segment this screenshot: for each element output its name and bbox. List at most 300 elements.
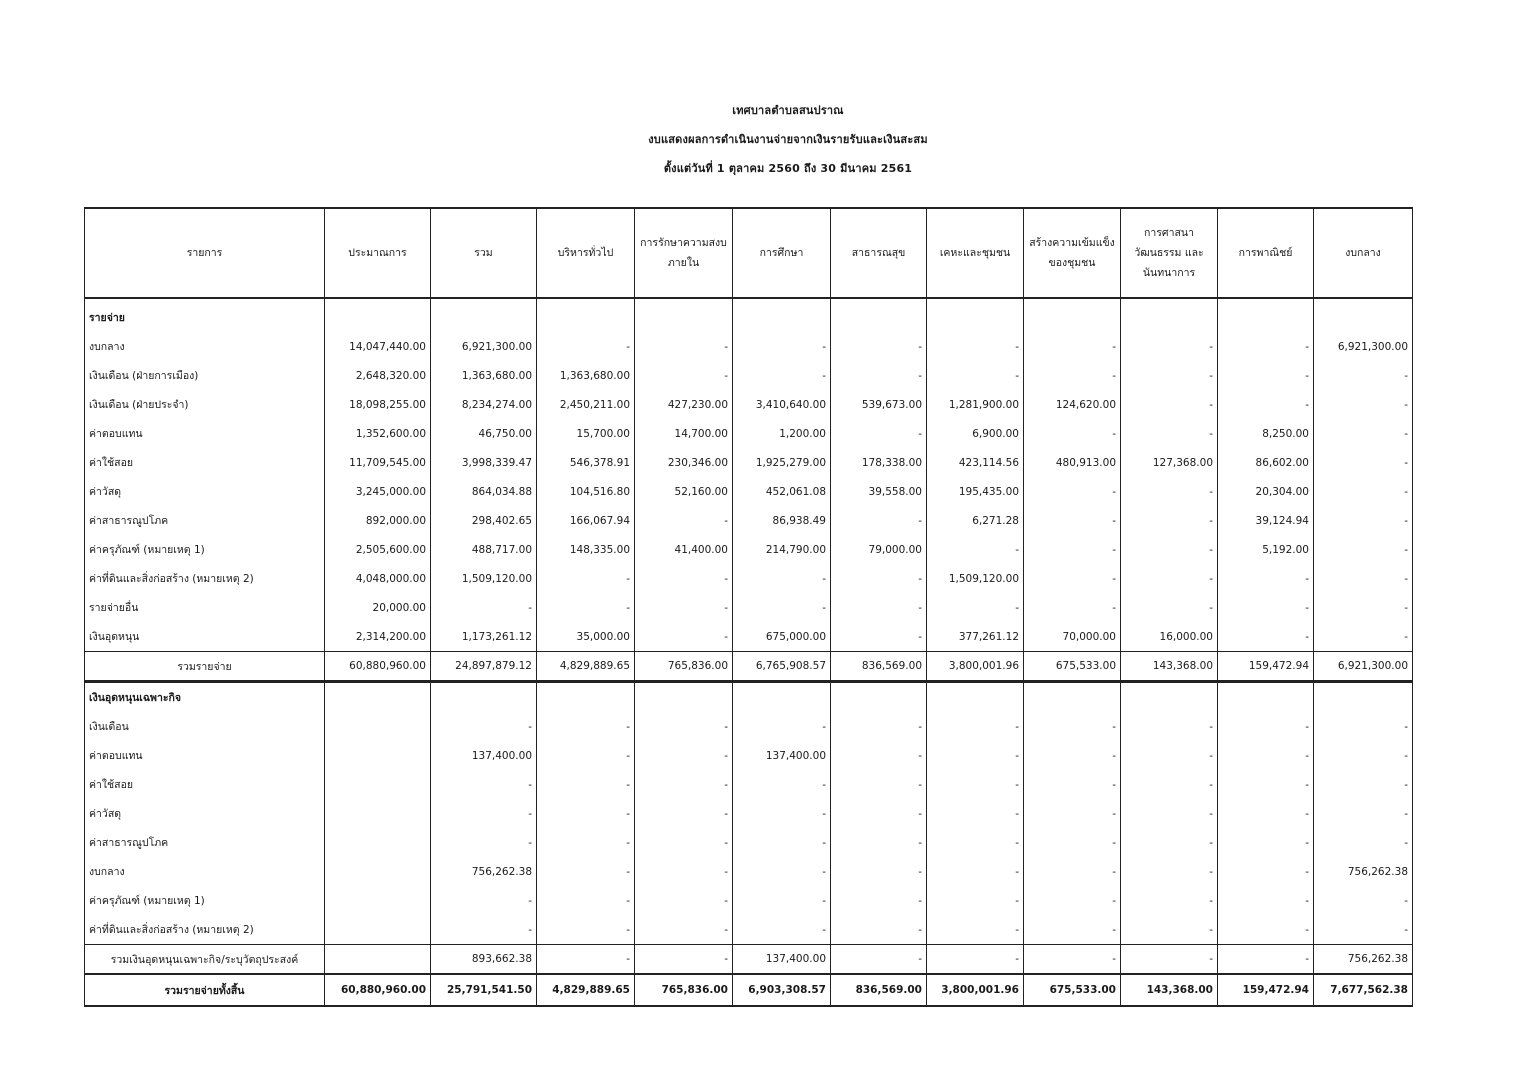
cell-value: 7,677,562.38 bbox=[1314, 974, 1413, 1006]
empty-cell bbox=[325, 298, 431, 332]
row-label: ค่าที่ดินและสิ่งก่อสร้าง (หมายเหตุ 2) bbox=[85, 564, 325, 593]
row-label: เงินเดือน (ฝ่ายประจำ) bbox=[85, 390, 325, 419]
cell-value: 8,234,274.00 bbox=[431, 390, 537, 419]
empty-cell bbox=[1024, 298, 1121, 332]
empty-cell bbox=[733, 682, 831, 713]
empty-cell bbox=[325, 682, 431, 713]
cell-value: - bbox=[537, 712, 635, 741]
cell-value: 675,533.00 bbox=[1024, 974, 1121, 1006]
cell-value: - bbox=[927, 828, 1024, 857]
cell-value: - bbox=[927, 799, 1024, 828]
cell-value: 1,363,680.00 bbox=[537, 361, 635, 390]
cell-value: - bbox=[537, 332, 635, 361]
cell-value: 423,114.56 bbox=[927, 448, 1024, 477]
table-row bbox=[85, 712, 1413, 741]
cell-value: 143,368.00 bbox=[1121, 974, 1218, 1006]
cell-value: - bbox=[831, 945, 927, 975]
cell-value: - bbox=[1024, 332, 1121, 361]
cell-value: - bbox=[1314, 799, 1413, 828]
cell-value: 1,173,261.12 bbox=[431, 622, 537, 652]
table-row bbox=[85, 448, 1413, 477]
cell-value: - bbox=[635, 622, 733, 652]
cell-value: - bbox=[537, 770, 635, 799]
cell-value: 756,262.38 bbox=[1314, 945, 1413, 975]
cell-value: - bbox=[733, 593, 831, 622]
subtotal-row bbox=[85, 945, 1413, 975]
cell-value: - bbox=[1121, 564, 1218, 593]
cell-value: - bbox=[635, 915, 733, 945]
row-label: รวมเงินอุดหนุนเฉพาะกิจ/ระบุวัตถุประสงค์ bbox=[85, 945, 325, 975]
cell-value: - bbox=[733, 770, 831, 799]
cell-value: 836,569.00 bbox=[831, 974, 927, 1006]
cell-value: 104,516.80 bbox=[537, 477, 635, 506]
column-header: สร้างความเข้มแข็งของชุมชน bbox=[1024, 208, 1121, 298]
cell-value bbox=[325, 712, 431, 741]
cell-value bbox=[325, 915, 431, 945]
cell-value: - bbox=[831, 741, 927, 770]
table-row bbox=[85, 390, 1413, 419]
cell-value: 765,836.00 bbox=[635, 974, 733, 1006]
table-row bbox=[85, 361, 1413, 390]
table-row bbox=[85, 915, 1413, 945]
cell-value: - bbox=[537, 945, 635, 975]
cell-value: - bbox=[1121, 741, 1218, 770]
cell-value bbox=[325, 741, 431, 770]
column-header: รวม bbox=[431, 208, 537, 298]
cell-value: - bbox=[537, 915, 635, 945]
empty-cell bbox=[1121, 682, 1218, 713]
cell-value: - bbox=[1121, 535, 1218, 564]
cell-value: 178,338.00 bbox=[831, 448, 927, 477]
cell-value: - bbox=[1218, 593, 1314, 622]
cell-value: - bbox=[1314, 886, 1413, 915]
cell-value: - bbox=[831, 419, 927, 448]
cell-value: - bbox=[1314, 741, 1413, 770]
cell-value: - bbox=[1121, 799, 1218, 828]
row-label: รวมรายจ่ายทั้งสิ้น bbox=[85, 974, 325, 1006]
cell-value: - bbox=[831, 361, 927, 390]
cell-value: - bbox=[1024, 828, 1121, 857]
cell-value: 41,400.00 bbox=[635, 535, 733, 564]
section-title-row bbox=[85, 682, 1413, 713]
empty-cell bbox=[635, 298, 733, 332]
column-header: การศาสนา วัฒนธรรม และนันทนาการ bbox=[1121, 208, 1218, 298]
cell-value: - bbox=[1121, 945, 1218, 975]
cell-value: - bbox=[1024, 506, 1121, 535]
row-label: ค่าตอบแทน bbox=[85, 741, 325, 770]
cell-value: 52,160.00 bbox=[635, 477, 733, 506]
cell-value bbox=[325, 799, 431, 828]
cell-value: 137,400.00 bbox=[431, 741, 537, 770]
cell-value: 14,047,440.00 bbox=[325, 332, 431, 361]
empty-cell bbox=[1024, 682, 1121, 713]
column-header: รายการ bbox=[85, 208, 325, 298]
cell-value: 488,717.00 bbox=[431, 535, 537, 564]
cell-value: - bbox=[831, 712, 927, 741]
subtotal-row bbox=[85, 652, 1413, 682]
column-header: สาธารณสุข bbox=[831, 208, 927, 298]
report-period: ตั้งแต่วันที่ 1 ตุลาคม 2560 ถึง 30 มีนาคม 2561 bbox=[663, 162, 913, 175]
cell-value: - bbox=[1024, 564, 1121, 593]
cell-value: 892,000.00 bbox=[325, 506, 431, 535]
cell-value: 148,335.00 bbox=[537, 535, 635, 564]
cell-value: - bbox=[1218, 915, 1314, 945]
cell-value: - bbox=[733, 712, 831, 741]
cell-value: - bbox=[537, 741, 635, 770]
cell-value: - bbox=[927, 593, 1024, 622]
cell-value: 6,903,308.57 bbox=[733, 974, 831, 1006]
cell-value: - bbox=[1218, 361, 1314, 390]
cell-value: 4,829,889.65 bbox=[537, 652, 635, 682]
cell-value: 6,765,908.57 bbox=[733, 652, 831, 682]
cell-value: 4,048,000.00 bbox=[325, 564, 431, 593]
column-header: ประมาณการ bbox=[325, 208, 431, 298]
cell-value: - bbox=[1024, 886, 1121, 915]
cell-value: - bbox=[1218, 564, 1314, 593]
cell-value: - bbox=[733, 799, 831, 828]
cell-value: - bbox=[1121, 712, 1218, 741]
cell-value: - bbox=[537, 593, 635, 622]
cell-value: - bbox=[927, 915, 1024, 945]
cell-value: 377,261.12 bbox=[927, 622, 1024, 652]
cell-value: 1,509,120.00 bbox=[927, 564, 1024, 593]
row-label: เงินเดือน (ฝ่ายการเมือง) bbox=[85, 361, 325, 390]
table-row bbox=[85, 622, 1413, 652]
cell-value: 159,472.94 bbox=[1218, 974, 1314, 1006]
cell-value: - bbox=[1024, 770, 1121, 799]
cell-value: - bbox=[1024, 593, 1121, 622]
row-label: งบกลาง bbox=[85, 332, 325, 361]
row-label: ค่าสาธารณูปโภค bbox=[85, 828, 325, 857]
cell-value: - bbox=[927, 741, 1024, 770]
cell-value: - bbox=[1121, 419, 1218, 448]
report-title: งบแสดงผลการดำเนินงานจ่ายจากเงินรายรับและเงินสะสม bbox=[648, 133, 928, 146]
row-label: ค่าสาธารณูปโภค bbox=[85, 506, 325, 535]
cell-value: 756,262.38 bbox=[431, 857, 537, 886]
cell-value: 675,000.00 bbox=[733, 622, 831, 652]
cell-value: 86,602.00 bbox=[1218, 448, 1314, 477]
cell-value: - bbox=[1121, 332, 1218, 361]
cell-value: - bbox=[831, 915, 927, 945]
cell-value: 4,829,889.65 bbox=[537, 974, 635, 1006]
cell-value: - bbox=[1121, 477, 1218, 506]
cell-value: 230,346.00 bbox=[635, 448, 733, 477]
cell-value: 24,897,879.12 bbox=[431, 652, 537, 682]
cell-value: 3,410,640.00 bbox=[733, 390, 831, 419]
empty-cell bbox=[927, 298, 1024, 332]
cell-value: - bbox=[1024, 712, 1121, 741]
section-title: เงินอุดหนุนเฉพาะกิจ bbox=[85, 682, 325, 713]
cell-value: - bbox=[635, 886, 733, 915]
table-row bbox=[85, 477, 1413, 506]
cell-value: - bbox=[1121, 361, 1218, 390]
cell-value: 756,262.38 bbox=[1314, 857, 1413, 886]
cell-value: 480,913.00 bbox=[1024, 448, 1121, 477]
cell-value: - bbox=[537, 828, 635, 857]
cell-value: 14,700.00 bbox=[635, 419, 733, 448]
cell-value: - bbox=[1024, 477, 1121, 506]
cell-value: - bbox=[1121, 390, 1218, 419]
cell-value: - bbox=[831, 506, 927, 535]
cell-value: - bbox=[635, 564, 733, 593]
cell-value: - bbox=[1218, 741, 1314, 770]
cell-value: - bbox=[927, 770, 1024, 799]
empty-cell bbox=[635, 682, 733, 713]
cell-value: - bbox=[927, 857, 1024, 886]
cell-value: 137,400.00 bbox=[733, 741, 831, 770]
empty-cell bbox=[927, 682, 1024, 713]
cell-value: - bbox=[1121, 857, 1218, 886]
cell-value: - bbox=[635, 799, 733, 828]
cell-value: 166,067.94 bbox=[537, 506, 635, 535]
cell-value: - bbox=[1314, 712, 1413, 741]
expenditure-table bbox=[84, 207, 1413, 1007]
cell-value: - bbox=[431, 828, 537, 857]
cell-value: - bbox=[1218, 799, 1314, 828]
cell-value: 1,352,600.00 bbox=[325, 419, 431, 448]
table-row bbox=[85, 886, 1413, 915]
cell-value: 6,921,300.00 bbox=[1314, 652, 1413, 682]
section-title-row bbox=[85, 298, 1413, 332]
cell-value: 452,061.08 bbox=[733, 477, 831, 506]
empty-cell bbox=[1314, 298, 1413, 332]
cell-value: - bbox=[927, 712, 1024, 741]
cell-value: - bbox=[431, 799, 537, 828]
cell-value: 16,000.00 bbox=[1121, 622, 1218, 652]
cell-value: - bbox=[1121, 593, 1218, 622]
cell-value: 8,250.00 bbox=[1218, 419, 1314, 448]
row-label: ค่าวัสดุ bbox=[85, 799, 325, 828]
cell-value: 2,450,211.00 bbox=[537, 390, 635, 419]
cell-value: 20,000.00 bbox=[325, 593, 431, 622]
cell-value: - bbox=[431, 915, 537, 945]
cell-value bbox=[325, 770, 431, 799]
cell-value: - bbox=[1121, 886, 1218, 915]
empty-cell bbox=[431, 298, 537, 332]
cell-value: - bbox=[635, 945, 733, 975]
cell-value: 836,569.00 bbox=[831, 652, 927, 682]
cell-value: 3,245,000.00 bbox=[325, 477, 431, 506]
cell-value: - bbox=[635, 361, 733, 390]
cell-value: - bbox=[537, 799, 635, 828]
table-row bbox=[85, 564, 1413, 593]
cell-value: 893,662.38 bbox=[431, 945, 537, 975]
empty-cell bbox=[831, 682, 927, 713]
cell-value: - bbox=[831, 593, 927, 622]
row-label: ค่าครุภัณฑ์ (หมายเหตุ 1) bbox=[85, 886, 325, 915]
cell-value: - bbox=[831, 799, 927, 828]
cell-value: 11,709,545.00 bbox=[325, 448, 431, 477]
cell-value: 3,998,339.47 bbox=[431, 448, 537, 477]
table-row bbox=[85, 857, 1413, 886]
cell-value: - bbox=[1314, 390, 1413, 419]
table-row bbox=[85, 770, 1413, 799]
cell-value: - bbox=[1218, 390, 1314, 419]
empty-cell bbox=[537, 298, 635, 332]
empty-cell bbox=[431, 682, 537, 713]
table-row bbox=[85, 593, 1413, 622]
cell-value: 195,435.00 bbox=[927, 477, 1024, 506]
cell-value: 79,000.00 bbox=[831, 535, 927, 564]
column-header: การพาณิชย์ bbox=[1218, 208, 1314, 298]
cell-value: - bbox=[537, 564, 635, 593]
cell-value: 39,558.00 bbox=[831, 477, 927, 506]
cell-value: - bbox=[431, 770, 537, 799]
cell-value: - bbox=[431, 593, 537, 622]
cell-value: 18,098,255.00 bbox=[325, 390, 431, 419]
row-label: ค่าที่ดินและสิ่งก่อสร้าง (หมายเหตุ 2) bbox=[85, 915, 325, 945]
cell-value: - bbox=[1024, 741, 1121, 770]
cell-value: - bbox=[635, 506, 733, 535]
cell-value: - bbox=[1024, 915, 1121, 945]
empty-cell bbox=[1218, 682, 1314, 713]
cell-value: - bbox=[831, 857, 927, 886]
cell-value: - bbox=[635, 332, 733, 361]
cell-value bbox=[325, 857, 431, 886]
cell-value: - bbox=[927, 535, 1024, 564]
cell-value: 3,800,001.96 bbox=[927, 652, 1024, 682]
cell-value: - bbox=[635, 593, 733, 622]
cell-value: - bbox=[1218, 857, 1314, 886]
cell-value: 124,620.00 bbox=[1024, 390, 1121, 419]
column-header: การรักษาความสงบภายใน bbox=[635, 208, 733, 298]
cell-value: - bbox=[1218, 828, 1314, 857]
cell-value: - bbox=[1024, 535, 1121, 564]
cell-value: - bbox=[733, 361, 831, 390]
cell-value: 765,836.00 bbox=[635, 652, 733, 682]
report-header bbox=[0, 96, 1528, 183]
cell-value: 675,533.00 bbox=[1024, 652, 1121, 682]
cell-value: 864,034.88 bbox=[431, 477, 537, 506]
row-label: ค่าวัสดุ bbox=[85, 477, 325, 506]
section-title: รายจ่าย bbox=[85, 298, 325, 332]
cell-value: - bbox=[1024, 419, 1121, 448]
cell-value: - bbox=[1218, 945, 1314, 975]
cell-value: - bbox=[1314, 622, 1413, 652]
cell-value: - bbox=[1218, 712, 1314, 741]
cell-value: 70,000.00 bbox=[1024, 622, 1121, 652]
cell-value: - bbox=[431, 712, 537, 741]
cell-value: 1,281,900.00 bbox=[927, 390, 1024, 419]
column-header: การศึกษา bbox=[733, 208, 831, 298]
cell-value: - bbox=[1121, 770, 1218, 799]
cell-value: 15,700.00 bbox=[537, 419, 635, 448]
cell-value: 35,000.00 bbox=[537, 622, 635, 652]
cell-value: 159,472.94 bbox=[1218, 652, 1314, 682]
table-row bbox=[85, 828, 1413, 857]
cell-value: - bbox=[1024, 361, 1121, 390]
cell-value: 1,509,120.00 bbox=[431, 564, 537, 593]
row-label: งบกลาง bbox=[85, 857, 325, 886]
cell-value: - bbox=[635, 857, 733, 886]
cell-value: 5,192.00 bbox=[1218, 535, 1314, 564]
cell-value: - bbox=[1024, 799, 1121, 828]
cell-value: - bbox=[831, 564, 927, 593]
cell-value: - bbox=[831, 332, 927, 361]
cell-value: 298,402.65 bbox=[431, 506, 537, 535]
cell-value: - bbox=[927, 361, 1024, 390]
cell-value: - bbox=[831, 770, 927, 799]
column-header: เคหะและชุมชน bbox=[927, 208, 1024, 298]
cell-value: 60,880,960.00 bbox=[325, 652, 431, 682]
cell-value: - bbox=[927, 886, 1024, 915]
cell-value: - bbox=[927, 332, 1024, 361]
cell-value: - bbox=[927, 945, 1024, 975]
cell-value: - bbox=[733, 564, 831, 593]
cell-value: - bbox=[1121, 915, 1218, 945]
table-row bbox=[85, 419, 1413, 448]
cell-value: - bbox=[431, 886, 537, 915]
cell-value: - bbox=[733, 857, 831, 886]
cell-value: - bbox=[831, 886, 927, 915]
table-row bbox=[85, 506, 1413, 535]
cell-value: 214,790.00 bbox=[733, 535, 831, 564]
cell-value: - bbox=[1314, 419, 1413, 448]
cell-value: 1,363,680.00 bbox=[431, 361, 537, 390]
row-label: เงินเดือน bbox=[85, 712, 325, 741]
cell-value: 20,304.00 bbox=[1218, 477, 1314, 506]
cell-value: - bbox=[1314, 506, 1413, 535]
municipality-title: เทศบาลตำบลสนปราณ bbox=[732, 104, 844, 117]
cell-value: 143,368.00 bbox=[1121, 652, 1218, 682]
cell-value: 2,648,320.00 bbox=[325, 361, 431, 390]
cell-value: - bbox=[537, 886, 635, 915]
table-row bbox=[85, 741, 1413, 770]
cell-value: - bbox=[831, 828, 927, 857]
cell-value: - bbox=[1314, 564, 1413, 593]
cell-value bbox=[325, 886, 431, 915]
column-header: บริหารทั่วไป bbox=[537, 208, 635, 298]
cell-value: - bbox=[1314, 477, 1413, 506]
row-label: รายจ่ายอื่น bbox=[85, 593, 325, 622]
grand-total-row bbox=[85, 974, 1413, 1006]
row-label: รวมรายจ่าย bbox=[85, 652, 325, 682]
cell-value: - bbox=[1121, 828, 1218, 857]
cell-value: - bbox=[1024, 945, 1121, 975]
cell-value: - bbox=[1314, 915, 1413, 945]
empty-cell bbox=[1218, 298, 1314, 332]
cell-value: - bbox=[1314, 828, 1413, 857]
cell-value: - bbox=[1314, 770, 1413, 799]
row-label: ค่าใช้สอย bbox=[85, 770, 325, 799]
cell-value: - bbox=[733, 332, 831, 361]
row-label: ค่าใช้สอย bbox=[85, 448, 325, 477]
row-label: ค่าครุภัณฑ์ (หมายเหตุ 1) bbox=[85, 535, 325, 564]
cell-value: 539,673.00 bbox=[831, 390, 927, 419]
cell-value: - bbox=[733, 886, 831, 915]
cell-value: 127,368.00 bbox=[1121, 448, 1218, 477]
row-label: เงินอุดหนุน bbox=[85, 622, 325, 652]
cell-value: - bbox=[1218, 622, 1314, 652]
empty-cell bbox=[1314, 682, 1413, 713]
cell-value: - bbox=[635, 828, 733, 857]
table-row bbox=[85, 535, 1413, 564]
cell-value: - bbox=[1314, 361, 1413, 390]
cell-value bbox=[325, 945, 431, 975]
cell-value: 3,800,001.96 bbox=[927, 974, 1024, 1006]
cell-value: - bbox=[635, 741, 733, 770]
cell-value: - bbox=[733, 828, 831, 857]
cell-value: - bbox=[537, 857, 635, 886]
cell-value: - bbox=[733, 915, 831, 945]
cell-value: 25,791,541.50 bbox=[431, 974, 537, 1006]
row-label: ค่าตอบแทน bbox=[85, 419, 325, 448]
cell-value bbox=[325, 828, 431, 857]
table-row bbox=[85, 332, 1413, 361]
cell-value: - bbox=[1314, 448, 1413, 477]
cell-value: 2,505,600.00 bbox=[325, 535, 431, 564]
cell-value: 1,925,279.00 bbox=[733, 448, 831, 477]
